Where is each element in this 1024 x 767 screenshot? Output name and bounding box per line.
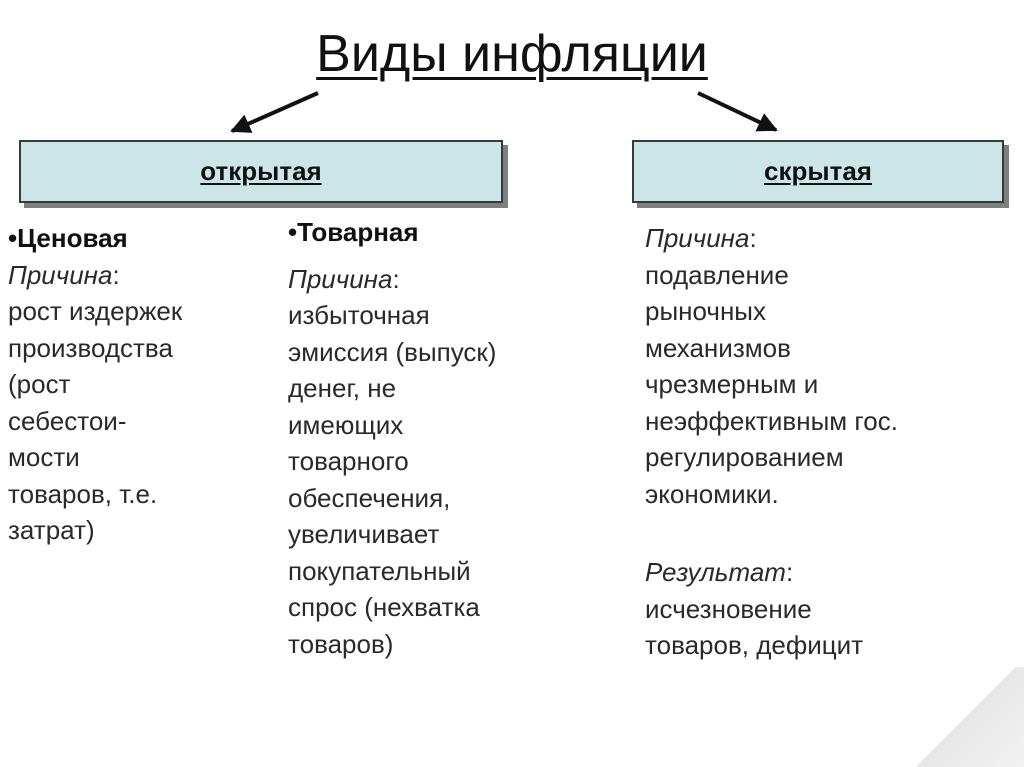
- commodity-cause-line: эмиссия (выпуск): [288, 336, 497, 367]
- commodity-inflation-column: [288, 214, 496, 662]
- price-inflation-heading: •Ценовая: [8, 223, 128, 253]
- hidden-cause-line: неэффективным гос.: [645, 405, 898, 436]
- commodity-cause-line: обеспечения,: [288, 482, 451, 513]
- price-cause-line: мости: [8, 442, 80, 472]
- commodity-cause-line: спрос (нехватка: [288, 592, 480, 622]
- price-inflation-column: [8, 220, 182, 549]
- commodity-cause-label-line: Причина:: [288, 263, 400, 294]
- commodity-cause-line: увеличивает: [288, 519, 440, 549]
- commodity-inflation-heading: •Товарная: [288, 217, 419, 247]
- hidden-result-text: [645, 591, 898, 664]
- hidden-inflation-label: скрытая: [764, 156, 872, 186]
- price-cause-line: рост издержек: [8, 296, 183, 326]
- price-cause-text: [8, 293, 182, 549]
- commodity-cause-label: Причина: [288, 263, 393, 294]
- hidden-result-line: товаров, дефицит: [645, 630, 864, 660]
- price-cause-label-line: Причина:: [8, 259, 120, 290]
- open-inflation-box: [19, 140, 503, 203]
- hidden-inflation-box: [632, 140, 1004, 203]
- commodity-cause-line: избыточная: [288, 300, 430, 330]
- open-inflation-label: открытая: [200, 156, 322, 186]
- commodity-cause-line: товарного: [288, 446, 409, 476]
- commodity-cause-line: покупательный: [288, 555, 471, 586]
- commodity-cause-text: [288, 297, 496, 662]
- hidden-result-label: Результат: [645, 557, 786, 587]
- hidden-cause-line: чрезмерным и: [645, 369, 819, 399]
- commodity-cause-line: товаров): [288, 628, 394, 659]
- hidden-cause-line: рыночных: [645, 296, 766, 326]
- hidden-cause-label-line: Причина:: [645, 223, 757, 253]
- arrow-right: [698, 93, 776, 130]
- commodity-cause-line: денег, не: [288, 373, 397, 403]
- price-cause-line: затрат): [8, 515, 95, 545]
- hidden-result-label-line: Результат:: [645, 557, 794, 587]
- price-cause-label: Причина: [8, 259, 113, 290]
- page-curl-decoration: [884, 667, 1024, 767]
- page-title: Виды инфляции: [316, 25, 708, 83]
- commodity-cause-line: имеющих: [288, 409, 404, 440]
- price-cause-line: себестои-: [8, 405, 127, 436]
- price-cause-line: (рост: [8, 369, 71, 399]
- hidden-cause-line: экономики.: [645, 478, 779, 509]
- hidden-result-line: исчезновение: [645, 593, 812, 624]
- arrow-left: [232, 93, 318, 131]
- hidden-inflation-column: [645, 220, 898, 664]
- price-cause-line: товаров, т.е.: [8, 478, 158, 509]
- hidden-cause-label: Причина: [645, 223, 750, 253]
- hidden-cause-text: [645, 257, 898, 513]
- hidden-cause-line: регулированием: [645, 442, 844, 472]
- price-cause-line: производства: [8, 332, 173, 363]
- hidden-cause-line: механизмов: [645, 332, 791, 363]
- hidden-cause-line: подавление: [645, 259, 789, 290]
